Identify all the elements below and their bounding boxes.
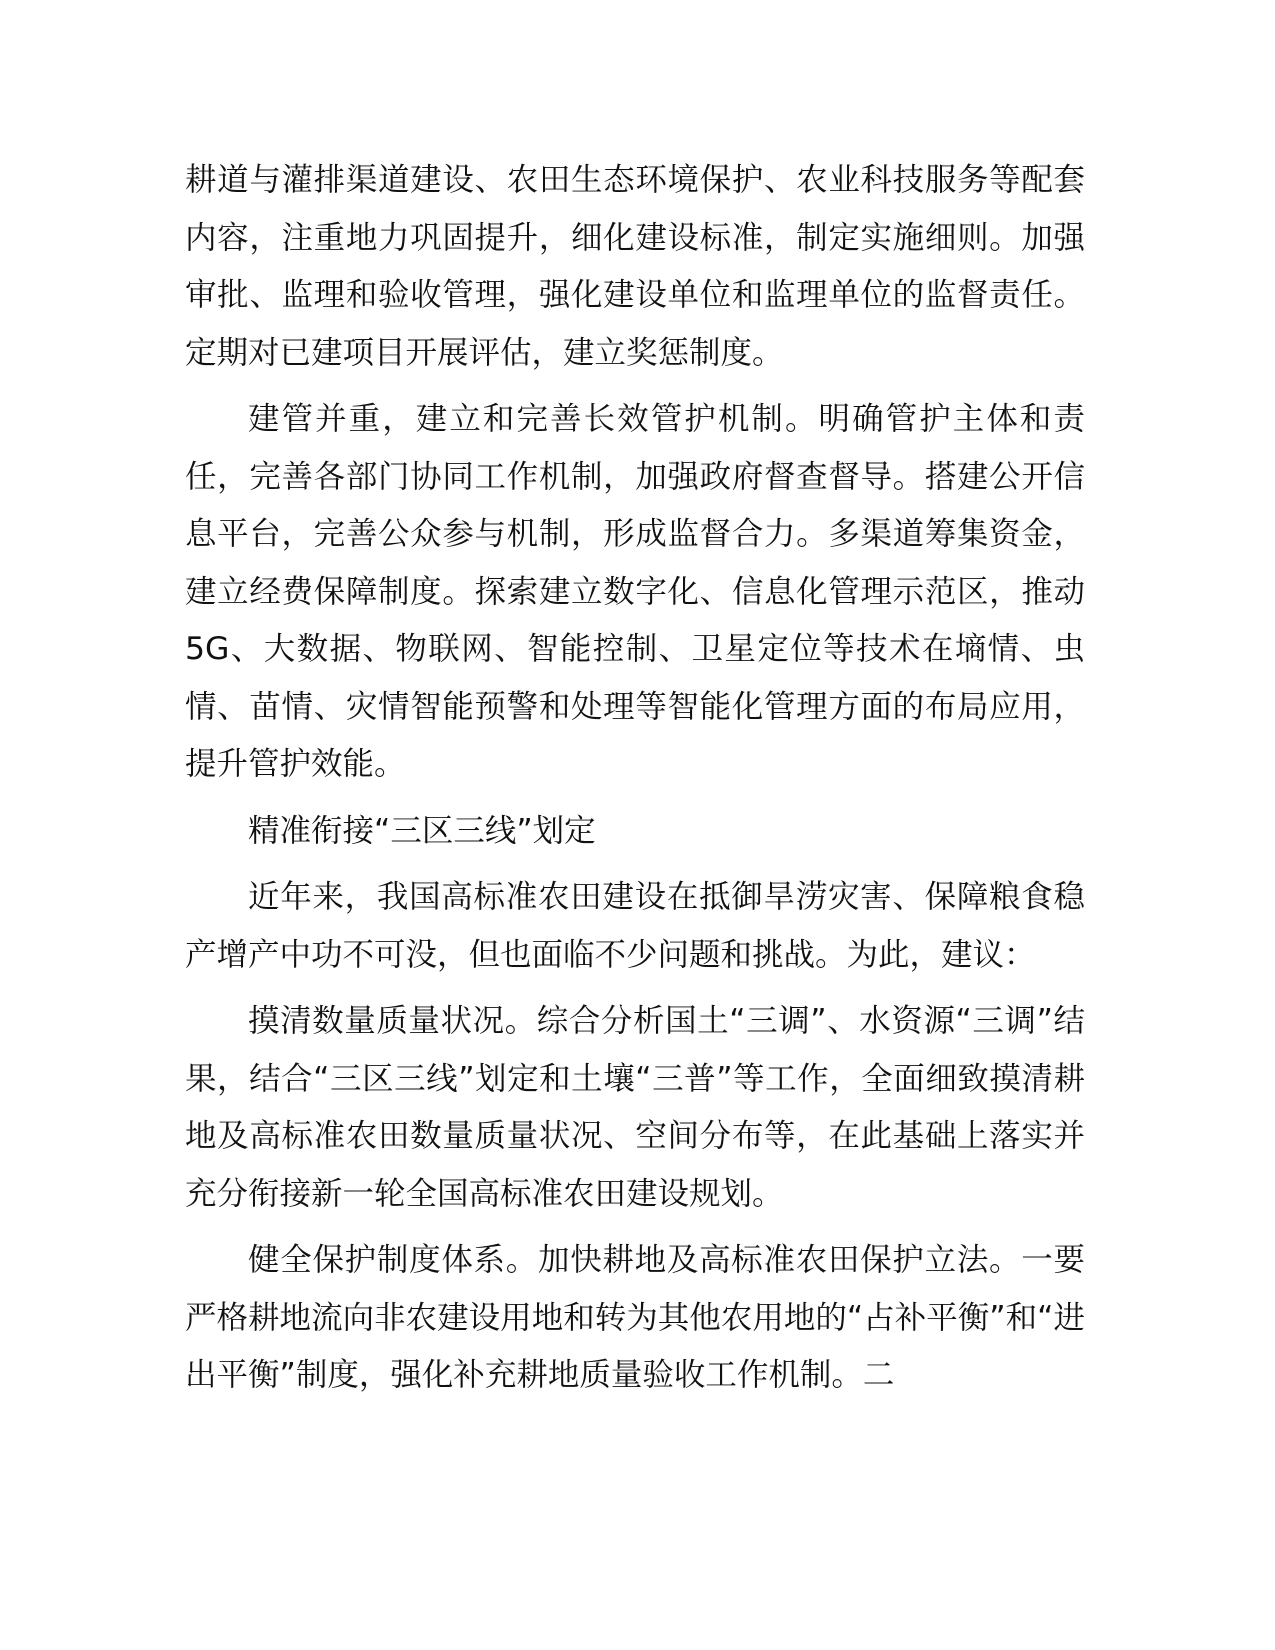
paragraph-construction-standards: 耕道与灌排渠道建设、农田生态环境保护、农业科技服务等配套内容，注重地力巩固提升，细化建设标准，制定实施细则。加强审批、监理和验收管理，强化建设单位和监理单位的监督责任。定期对已建项目开展评估，建立奖惩制度。 xyxy=(185,162,1085,371)
paragraph-introduction: 近年来，我国高标准农田建设在抵御旱涝灾害、保障粮食稳产增产中功不可没，但也面临不少问题和挑战。为此，建议： xyxy=(185,879,1085,973)
paragraph-management-mechanism: 建管并重，建立和完善长效管护机制。明确管护主体和责任，完善各部门协同工作机制，加强政府督查督导。搭建公开信息平台，完善公众参与机制，形成监督合力。多渠道筹集资金，建立经费保障制度。探索建立数字化、信息化管理示范区，推动 5G、大数据、物联网、智能控制、卫星定位等技术在墒情、虫情、苗情、灾情智能预警和处理等智能化管理方面的布局应用，提升管护效能。 xyxy=(185,401,1085,782)
document-body xyxy=(185,152,1085,1414)
paragraph-quantity-quality: 摸清数量质量状况。综合分析国土“三调”、水资源“三调”结果，结合“三区三线”划定和土壤“三普”等工作，全面细致摸清耕地及高标准农田数量质量状况、空间分布等，在此基础上落实并充分衔接新一轮全国高标准农田建设规划。 xyxy=(185,1003,1085,1212)
section-heading: 精准衔接“三区三线”划定 xyxy=(248,812,596,849)
paragraph-protection-system: 健全保护制度体系。加快耕地及高标准农田保护立法。一要严格耕地流向非农建设用地和转为其他农用地的“占补平衡”和“进出平衡”制度，强化补充耕地质量验收工作机制。二 xyxy=(185,1242,1085,1393)
